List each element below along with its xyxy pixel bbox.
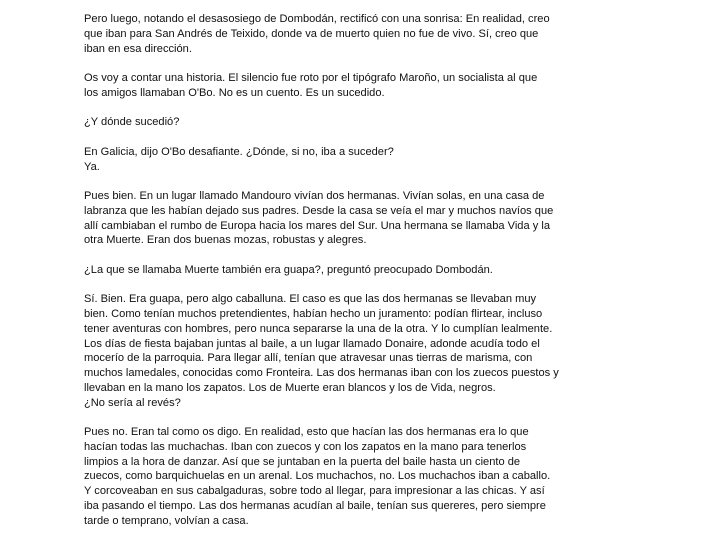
paragraph-5: Pues bien. En un lugar llamado Mandouro vivían dos hermanas. Vivían solas, en una casa de labranza que les habían dejado sus padres. Desde la casa se veía el mar y muchos navíos que allí cambiaban el rumbo de Europa hacia los mares del Sur. Una hermana se llamaba Vida y la otra Muerte. Eran dos buenas mozas, robustas y alegres. [84,190,554,247]
paragraph-4: En Galicia, dijo O'Bo desafiante. ¿Dónde, si no, iba a suceder? Ya. [84,145,394,173]
document-page [84,12,604,543]
paragraph-8: Pues no. Eran tal como os digo. En realidad, esto que hacían las dos hermanas era lo que hacían todas las muchachas. Iban con zuecos y con los zapatos en la mano para tenerlos limpios a la hora de danzar. Así que se juntaban en la puerta del baile hasta un ciento de zuecos, como barquichuelas en un arenal. Los muchachos, no. Los muchachos iban a caballo. Y corcoveaban en sus cabalgaduras, sobre todo al llegar, para impresionar a las chicas. Y así iba pasando el tiempo. Las dos hermanas acudían al baile, tenían sus quereres, pero siempre tarde o temprano, volvían a casa. [84,426,551,527]
paragraph-3: ¿Y dónde sucedió? [84,116,180,129]
paragraph-7: Sí. Bien. Era guapa, pero algo caballuna. El caso es que las dos hermanas se llevaban muy bien. Como tenían muchos pretendientes, habían hecho un juramento: podían flirtear, incluso tener aventuras con hombres, pero nunca separarse la una de la otra. Y lo cumplían lealmente. Los días de fiesta bajaban juntas al baile, a un lugar llamado Donaire, adonde acudía todo el mocerío de la parroquia. Para llegar allí, tenían que atravesar unas tierras de marisma, con muchos lamedales, conocidas como Fronteira. Las dos hermanas iban con los zuecos puestos y llevaban en la mano los zapatos. Los de Muerte eran blancos y los de Vida, negros. ¿No sería al revés? [84,293,559,409]
paragraph-6: ¿La que se llamaba Muerte también era guapa?, preguntó preocupado Dombodán. [84,263,493,276]
paragraph-2: Os voy a contar una historia. El silencio fue roto por el tipógrafo Maroño, un socialista al que los amigos llamaban O'Bo. No es un cuento. Es un sucedido. [84,72,538,99]
paragraph-1: Pero luego, notando el desasosiego de Dombodán, rectificó con una sonrisa: En realidad, creo que iban para San Andrés de Teixido, donde va de muerto quien no fue de vivo. Sí, creo que iban en esa dirección. [84,13,550,55]
